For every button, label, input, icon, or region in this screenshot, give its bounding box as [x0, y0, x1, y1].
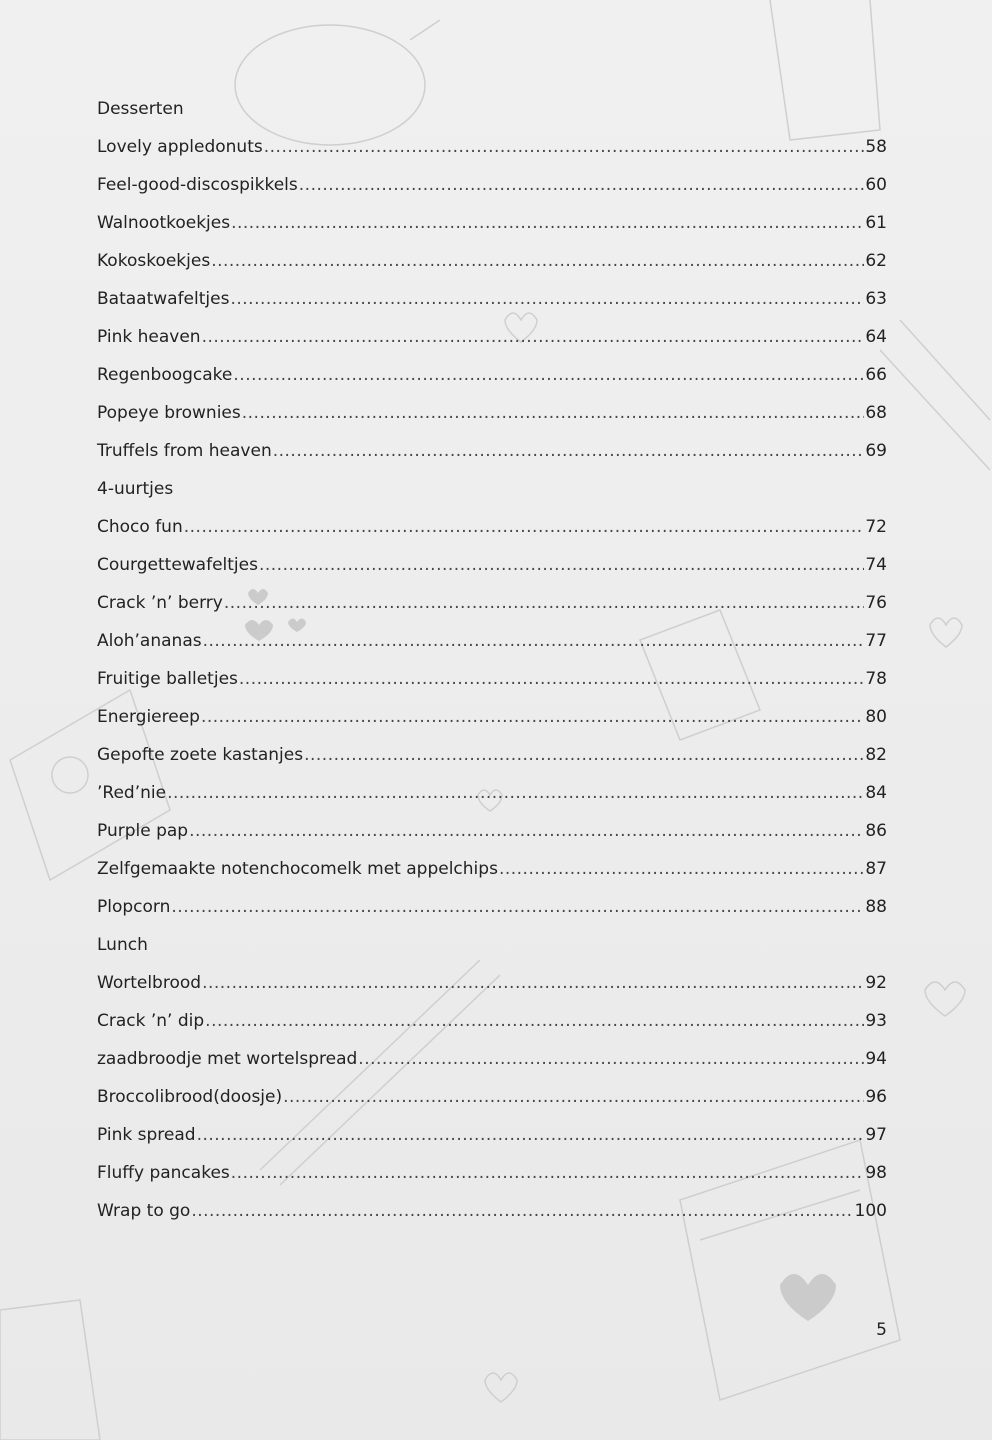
dot-leader — [264, 128, 865, 166]
entry-title: Pink heaven — [97, 327, 201, 347]
dot-leader — [224, 584, 865, 622]
entry-page-number: 61 — [865, 213, 887, 233]
toc-entry[interactable] — [97, 1154, 887, 1192]
dot-leader — [167, 774, 864, 812]
entry-title: Fluffy pancakes — [97, 1163, 230, 1183]
entry-title: Popeye brownies — [97, 403, 241, 423]
entry-title: Walnootkoekjes — [97, 213, 231, 233]
entry-page-number: 64 — [865, 327, 887, 347]
entry-page-number: 66 — [865, 365, 887, 385]
dot-leader — [259, 546, 864, 584]
entry-title: Crack ’n’ berry — [97, 593, 223, 613]
entry-page-number: 58 — [865, 137, 887, 157]
entry-page-number: 98 — [865, 1163, 887, 1183]
toc-entry[interactable] — [97, 432, 887, 470]
section-heading-4-uurtjes: 4-uurtjes — [97, 479, 174, 499]
entry-title: Purple pap — [97, 821, 189, 841]
toc-entry[interactable] — [97, 774, 887, 812]
entry-page-number: 97 — [865, 1125, 887, 1145]
entry-title: Wrap to go — [97, 1201, 191, 1221]
toc-entry[interactable] — [97, 280, 887, 318]
entry-page-number: 60 — [865, 175, 887, 195]
toc-entry[interactable] — [97, 1040, 887, 1078]
entry-page-number: 77 — [865, 631, 887, 651]
dot-leader — [273, 432, 865, 470]
entry-title: Lovely appledonuts — [97, 137, 263, 157]
toc-entry[interactable] — [97, 850, 887, 888]
entry-page-number: 93 — [865, 1011, 887, 1031]
entry-title: zaadbroodje met wortelspread — [97, 1049, 358, 1069]
entry-title: Choco fun — [97, 517, 183, 537]
dot-leader — [231, 1154, 865, 1192]
toc-entry[interactable] — [97, 356, 887, 394]
toc-entry[interactable] — [97, 318, 887, 356]
entry-title: Aloh’ananas — [97, 631, 202, 651]
entry-title: Crack ’n’ dip — [97, 1011, 205, 1031]
dot-leader — [499, 850, 864, 888]
entry-page-number: 82 — [865, 745, 887, 765]
toc-entry[interactable] — [97, 1116, 887, 1154]
table-of-contents — [97, 90, 887, 1230]
entry-page-number: 96 — [865, 1087, 887, 1107]
entry-page-number: 92 — [865, 973, 887, 993]
dot-leader — [211, 242, 864, 280]
dot-leader — [197, 1116, 865, 1154]
toc-entry[interactable] — [97, 736, 887, 774]
entry-title: Zelfgemaakte notenchocomelk met appelchips — [97, 859, 498, 879]
dot-leader — [230, 280, 864, 318]
toc-entry[interactable] — [97, 508, 887, 546]
dot-leader — [202, 964, 864, 1002]
entry-title: Plopcorn — [97, 897, 171, 917]
entry-page-number: 74 — [865, 555, 887, 575]
entry-title: Kokoskoekjes — [97, 251, 211, 271]
dot-leader — [304, 736, 864, 774]
toc-entry[interactable] — [97, 1002, 887, 1040]
toc-entry[interactable] — [97, 660, 887, 698]
dot-leader — [191, 1192, 853, 1230]
entry-page-number: 72 — [865, 517, 887, 537]
entry-title: Gepofte zoete kastanjes — [97, 745, 304, 765]
page-number: 5 — [876, 1320, 887, 1340]
entry-page-number: 87 — [865, 859, 887, 879]
entry-title: ’Red’nie — [97, 783, 167, 803]
entry-page-number: 68 — [865, 403, 887, 423]
entry-page-number: 84 — [865, 783, 887, 803]
toc-entry[interactable] — [97, 204, 887, 242]
entry-page-number: 88 — [865, 897, 887, 917]
entry-page-number: 94 — [865, 1049, 887, 1069]
entry-title: Feel-good-discospikkels — [97, 175, 298, 195]
entry-title: Courgettewafeltjes — [97, 555, 258, 575]
section-heading-lunch: Lunch — [97, 935, 148, 955]
entry-page-number: 80 — [865, 707, 887, 727]
dot-leader — [233, 356, 864, 394]
toc-entry[interactable] — [97, 166, 887, 204]
toc-entry[interactable] — [97, 1192, 887, 1230]
dot-leader — [201, 698, 864, 736]
toc-entry[interactable] — [97, 1078, 887, 1116]
entry-title: Regenboogcake — [97, 365, 233, 385]
dot-leader — [184, 508, 865, 546]
entry-page-number: 69 — [865, 441, 887, 461]
entry-title: Fruitige balletjes — [97, 669, 238, 689]
toc-entry[interactable] — [97, 698, 887, 736]
toc-entry[interactable] — [97, 394, 887, 432]
entry-page-number: 78 — [865, 669, 887, 689]
entry-title: Bataatwafeltjes — [97, 289, 230, 309]
dot-leader — [231, 204, 864, 242]
dot-leader — [358, 1040, 864, 1078]
entry-title: Truffels from heaven — [97, 441, 272, 461]
entry-page-number: 100 — [854, 1201, 887, 1221]
toc-entry[interactable] — [97, 546, 887, 584]
dot-leader — [189, 812, 864, 850]
dot-leader — [239, 660, 864, 698]
dot-leader — [299, 166, 865, 204]
dot-leader — [203, 622, 865, 660]
toc-entry[interactable] — [97, 242, 887, 280]
entry-page-number: 76 — [865, 593, 887, 613]
entry-title: Pink spread — [97, 1125, 196, 1145]
section-heading-desserten: Desserten — [97, 99, 184, 119]
dot-leader — [171, 888, 864, 926]
dot-leader — [205, 1002, 864, 1040]
toc-entry[interactable] — [97, 812, 887, 850]
toc-entry[interactable] — [97, 964, 887, 1002]
entry-page-number: 62 — [865, 251, 887, 271]
entry-title: Broccolibrood(doosje) — [97, 1087, 283, 1107]
toc-entry[interactable] — [97, 128, 887, 166]
toc-entry[interactable] — [97, 622, 887, 660]
entry-title: Energiereep — [97, 707, 200, 727]
dot-leader — [242, 394, 865, 432]
toc-entry[interactable] — [97, 888, 887, 926]
dot-leader — [202, 318, 865, 356]
entry-title: Wortelbrood — [97, 973, 202, 993]
dot-leader — [283, 1078, 864, 1116]
toc-entry[interactable] — [97, 584, 887, 622]
entry-page-number: 63 — [865, 289, 887, 309]
entry-page-number: 86 — [865, 821, 887, 841]
